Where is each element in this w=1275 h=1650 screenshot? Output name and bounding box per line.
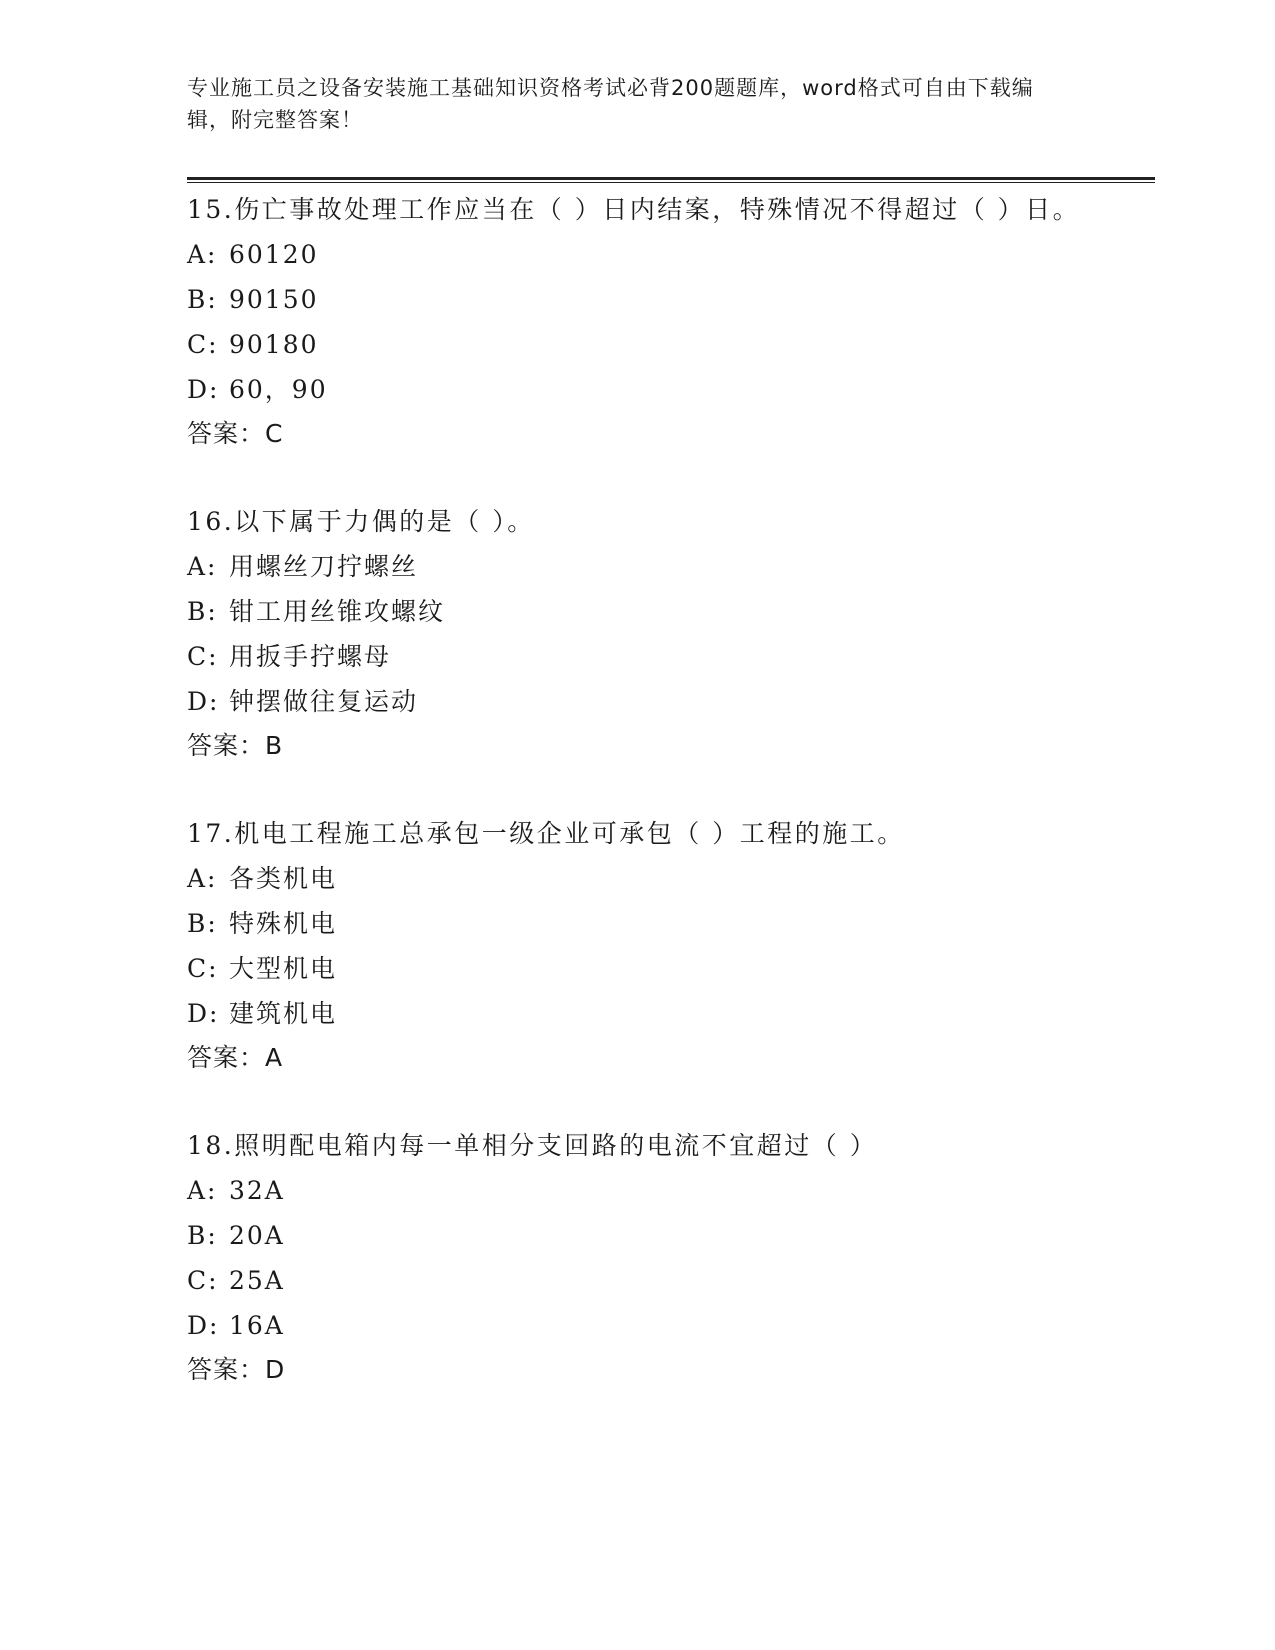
- option-text: 钟摆做往复运动: [229, 687, 419, 716]
- divider-thick-line: [187, 177, 1155, 180]
- option-label: D:: [187, 999, 220, 1028]
- option-text: 90180: [229, 330, 319, 359]
- option-text: 32A: [229, 1176, 285, 1205]
- option-d: [187, 679, 1087, 724]
- question-stem: 17.机电工程施工总承包一级企业可承包（ ）工程的施工。: [187, 819, 905, 848]
- answer-line: 答案：C: [187, 419, 284, 448]
- answer-line: 答案：D: [187, 1355, 286, 1384]
- option-a: [187, 232, 1087, 277]
- option-text: 建筑机电: [229, 999, 338, 1028]
- option-b: [187, 589, 1087, 634]
- question-list: [187, 188, 1087, 1436]
- option-d: [187, 367, 1087, 412]
- question-17: [187, 812, 1087, 1080]
- question-16: [187, 500, 1087, 768]
- option-c: [187, 946, 1087, 991]
- option-d: [187, 991, 1087, 1036]
- option-c: [187, 322, 1087, 367]
- option-label: C:: [187, 330, 219, 359]
- option-text: 用扳手拧螺母: [229, 642, 392, 671]
- option-text: 60，90: [229, 375, 328, 404]
- option-label: C:: [187, 642, 219, 671]
- question-18: [187, 1124, 1087, 1392]
- option-d: [187, 1303, 1087, 1348]
- option-label: D:: [187, 687, 220, 716]
- option-label: B:: [187, 597, 218, 626]
- option-text: 20A: [229, 1221, 285, 1250]
- option-text: 各类机电: [229, 864, 338, 893]
- option-text: 16A: [229, 1311, 285, 1340]
- option-text: 特殊机电: [229, 909, 338, 938]
- option-a: [187, 856, 1087, 901]
- header-divider: [187, 177, 1155, 185]
- option-text: 大型机电: [229, 954, 338, 983]
- option-label: A:: [187, 864, 218, 893]
- option-text: 钳工用丝锥攻螺纹: [229, 597, 446, 626]
- option-c: [187, 1258, 1087, 1303]
- option-label: C:: [187, 1266, 219, 1295]
- option-a: [187, 544, 1087, 589]
- option-label: D:: [187, 1311, 220, 1340]
- answer-line: 答案：A: [187, 1043, 284, 1072]
- option-text: 用螺丝刀拧螺丝: [229, 552, 419, 581]
- answer-line: 答案：B: [187, 731, 284, 760]
- question-15: [187, 188, 1087, 456]
- option-c: [187, 634, 1087, 679]
- option-label: A:: [187, 1176, 218, 1205]
- option-label: B:: [187, 285, 218, 314]
- option-label: A:: [187, 552, 218, 581]
- option-text: 60120: [229, 240, 319, 269]
- option-label: B:: [187, 1221, 218, 1250]
- divider-thin-line: [187, 182, 1155, 183]
- option-label: B:: [187, 909, 218, 938]
- question-stem: 16.以下属于力偶的是（ ）。: [187, 507, 535, 536]
- option-label: C:: [187, 954, 219, 983]
- option-b: [187, 901, 1087, 946]
- option-label: A:: [187, 240, 218, 269]
- option-text: 25A: [229, 1266, 285, 1295]
- question-stem: 15.伤亡事故处理工作应当在（ ）日内结案，特殊情况不得超过（ ）日。: [187, 195, 1081, 224]
- option-label: D:: [187, 375, 220, 404]
- option-b: [187, 277, 1087, 322]
- document-header: 专业施工员之设备安装施工基础知识资格考试必背200题题库，word格式可自由下载编辑，附完整答案！: [187, 76, 1034, 132]
- option-text: 90150: [229, 285, 319, 314]
- option-a: [187, 1168, 1087, 1213]
- option-b: [187, 1213, 1087, 1258]
- question-stem: 18.照明配电箱内每一单相分支回路的电流不宜超过（ ）: [187, 1131, 878, 1160]
